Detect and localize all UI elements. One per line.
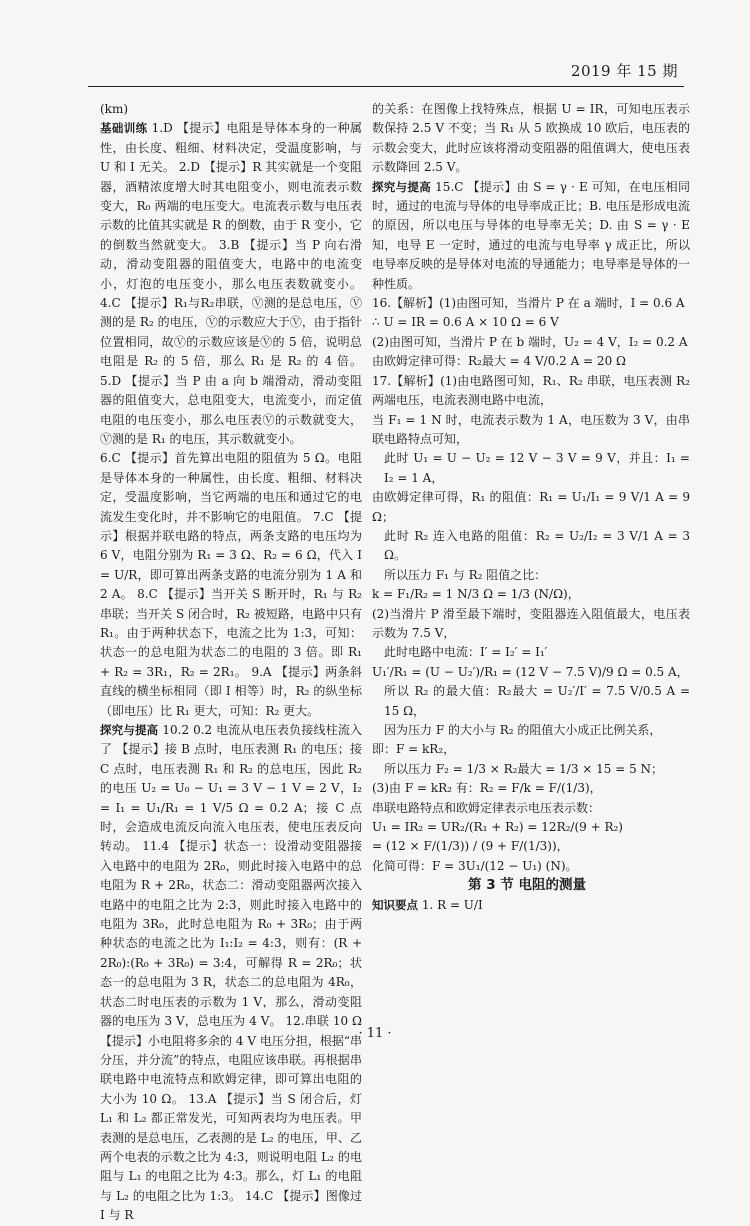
answer-paragraph bbox=[372, 837, 690, 856]
answer-paragraph: 因为压力 F 的大小与 R₂ 的阻值大小成正比例关系， bbox=[384, 723, 662, 737]
section-label: 探究与提高 bbox=[372, 179, 432, 194]
issue-header: 2019 年 15 期 bbox=[570, 62, 678, 80]
answer-paragraph bbox=[100, 100, 362, 119]
answer-paragraph: 所以压力 F₂ = 1/3 × R₂最大 = 1/3 × 15 = 5 N； bbox=[384, 761, 664, 776]
section-label: 探究与提高 bbox=[100, 723, 159, 737]
answer-paragraph bbox=[372, 411, 690, 450]
paragraph-text: (km) bbox=[100, 102, 129, 116]
answer-paragraph: 此时 R₂ 连入电路的阻值：R₂ = U₂/I₂ = 3 V/1 A = 3 Ω。 bbox=[384, 528, 690, 563]
paragraph-text: 1. R = U/I bbox=[421, 897, 483, 912]
answer-paragraph bbox=[372, 799, 690, 818]
page-number: · 11 · bbox=[358, 1026, 392, 1041]
answer-paragraph bbox=[372, 818, 690, 837]
left-column bbox=[100, 100, 363, 1223]
paragraph-text: 串联电路特点和欧姆定律表示电压表示数： bbox=[372, 800, 601, 815]
answer-paragraph bbox=[372, 294, 690, 313]
answer-paragraph bbox=[372, 100, 690, 178]
right-column bbox=[372, 100, 690, 987]
paragraph-text: 当 F₁ = 1 N 时，电流表示数为 1 A，电压数为 3 V，由串联电路特点可知， bbox=[372, 412, 690, 446]
paragraph-text: 即：F = kR₂， bbox=[372, 742, 456, 757]
section-heading: 第 3 节 电阻的测量 bbox=[468, 877, 586, 894]
paragraph-text: ∴ U = IR = 0.6 A × 10 Ω = 6 V bbox=[372, 315, 559, 330]
paragraph-text: 1.D 【提示】电阻是导体本身的一种属性，由长度、粗细、材料决定，受温度影响，与 U 和 I 无关。 2.D 【提示】R 其实就是一个变阻器，酒精浓度增大时其电阻变小，则电流表示数变大，R₀ 两端的电压变大。电流表示数与电压表示数的比值其实就是 R 的倒数，由于 R 变小，它的倒数当然就变大。 3.B 【提示】当 P 向右滑动，滑动变阻器的阻值变大，电路中的电流变小，灯泡的电压变小，那么电压表数就变小。 4.C 【提示】R₁与R₂串联，Ⓥ测的是总电压，Ⓥ测的是 R₂ 的电压，Ⓥ的示数应大于Ⓥ，由于指针位置相同，故Ⓥ的示数应该是Ⓥ的 5 倍，说明总电阻是 R₂ 的 5 倍，那么 R₁ 是 R₂ 的 4 倍。 5.D 【提示】当 P 由 a 向 b 端滑动，滑动变阻器的阻值变大，总电阻变大，电流变小，而定值电阻的电压变小，那么电压表Ⓥ的示数就变大，Ⓥ测的是 R₁ 的电压，其示数就变小。 bbox=[100, 121, 363, 446]
paragraph-text: U₁ = IR₂ = UR₂/(R₁ + R₂) = 12R₂/(9 + R₂) bbox=[372, 820, 623, 835]
paragraph-text: 由欧姆定律可得：R₂最大 = 4 V/0.2 A = 20 Ω bbox=[372, 354, 626, 369]
answer-paragraph bbox=[372, 488, 690, 527]
answer-paragraph bbox=[372, 333, 690, 352]
paragraph-text: (2)由图可知，当滑片 P 在 b 端时，U₂ = 4 V，I₂ = 0.2 A bbox=[372, 334, 688, 349]
paragraph-text: 15.C 【提示】由 S = γ · E 可知，在电压相同时，通过的电流与导体的电导率成正比；B. 电压是形成电流的原因，所以电压与导体的电导率无关；D. 由 S = γ · E 知，电导 E 一定时，通过的电流与电导率 γ 成正比，所以电导率反映的是导体对电流的导通能力；电导率是导体的一种性质。 bbox=[372, 179, 690, 291]
answer-paragraph bbox=[372, 605, 690, 644]
answer-paragraph bbox=[372, 896, 690, 915]
paragraph-text: 化简可得：F = 3U₁/(12 − U₁) (N)。 bbox=[372, 858, 578, 873]
section-label: 知识要点 bbox=[372, 897, 418, 912]
answer-paragraph bbox=[100, 119, 362, 449]
answer-paragraph: 所以 R₂ 的最大值：R₂最大 = U₂′/I′ = 7.5 V/0.5 A = 15 Ω， bbox=[384, 684, 690, 718]
answer-paragraph bbox=[100, 721, 362, 1226]
paragraph-text: 17.【解析】(1)由电路图可知，R₁、R₂ 串联，电压表测 R₂ 两端电压，电流表测电路中电流， bbox=[372, 373, 690, 408]
answer-paragraph bbox=[372, 857, 690, 876]
answer-paragraph: 此时 U₁ = U − U₂ = 12 V − 3 V = 9 V，并且：I₁ = I₂ = 1 A， bbox=[384, 451, 690, 485]
paragraph-text: (3)由 F = kR₂ 有：R₂ = F/k = F/(1/3)， bbox=[372, 781, 602, 796]
answer-paragraph: 所以压力 F₁ 与 R₂ 阻值之比： bbox=[384, 567, 547, 582]
paragraph-text: 6.C 【提示】首先算出电阻的阻值为 5 Ω。电阻是导体本身的一种属性，由长度、粗细、材料决定，受温度影响，当它两端的电压和通过它的电流发生变化时，并不影响它的电阻值。 7.C 【提示】根据并联电路的特点，两条支路的电压均为 6 V，电阻分别为 R₁ = 3 Ω、R₂ = 6 Ω，代入 I = U/R，即可算出两条支路的电流分别为 1 A 和 2 A。 8.C 【提示】当开关 S 断开时，R₁ 与 R₂ 串联；当开关 S 闭合时，R₂ 被短路，电路中只有 R₁。由于两种状态下，电流之比为 1:3，可知：状态一的总电阻为状态二的电阻的 3 倍。即 R₁ + R₂ = 3R₁，R₂ = 2R₁。 9.A 【提示】两条斜直线的横坐标相同（即 I 相等）时，R₂ 的纵坐标（即电压）比 R₁ 更大，可知：R₂ 更大。 bbox=[100, 451, 362, 718]
section-label: 基础训练 bbox=[100, 121, 148, 136]
watermark-hint bbox=[60, 800, 102, 819]
answer-paragraph bbox=[372, 178, 690, 294]
answer-paragraph bbox=[372, 585, 690, 604]
answer-paragraph bbox=[372, 663, 690, 682]
paragraph-text: 的关系：在图像上找特殊点，根据 U = IR，可知电压表示数保持 2.5 V 不变；当 R₁ 从 5 欧换成 10 欧后，电压表的示数会变大，此时应该将滑动变阻器的阻值调大，使电压表示数降回 2.5 V。 bbox=[372, 102, 690, 175]
paragraph-text: k = F₁/R₂ = 1 N/3 Ω = 1/3 (N/Ω)， bbox=[372, 587, 580, 602]
answer-paragraph: 此时电路中电流：I′ = I₂′ = I₁′ bbox=[384, 645, 548, 660]
answer-paragraph bbox=[372, 740, 690, 759]
paragraph-text: (2)当滑片 P 滑至最下端时，变阻器连入阻值最大，电压表示数为 7.5 V， bbox=[372, 606, 690, 640]
answer-paragraph bbox=[372, 352, 690, 371]
answer-paragraph bbox=[100, 449, 362, 721]
header-rule bbox=[88, 86, 684, 87]
paragraph-text: 16.【解析】(1)由图可知，当滑片 P 在 a 端时，I = 0.6 A bbox=[372, 296, 685, 311]
paragraph-text: U₁′/R₁ = (U − U₂′)/R₁ = (12 V − 7.5 V)/9 Ω = 0.5 A， bbox=[372, 664, 689, 679]
answer-paragraph bbox=[372, 779, 690, 798]
answer-paragraph bbox=[372, 372, 690, 411]
answer-paragraph bbox=[372, 313, 690, 332]
paragraph-text: 10.2 0.2 电流从电压表负接线柱流入了 【提示】接 B 点时，电压表测 R₁ 的电压；接 C 点时，电压表测 R₁ 和 R₂ 的总电压，因此 R₂ 的电压 U₂ = U₀ − U₁ = 3 V − 1 V = 2 V，I₂ = I₁ = U₁/R₁ = 1 V/5 Ω = 0.2 A；接 C 点时，会造成电流反向流入电压表，使电压表反向转动。 11.4 【提示】状态一：设滑动变阻器接入电路中的电阻为 2R₀，则此时接入电路中的总电阻为 R + 2R₀，状态二：滑动变阻器两次接入电路中的电阻之比为 2:3，则此时接入电路中的电阻为 3R₀，此时总电阻为 R₀ + 3R₀；由于两种状态的电流之比为 I₁:I₂ = 4:3，则有：(R + 2R₀):(R₀ + 3R₀) = 3:4，可解得 R = 2R₀；状态一的总电阻为 3 R，状态二的总电阻为 4R₀，状态二时电压表的示数为 1 V，那么，滑动变阻器的电压为 3 V，总电压为 4 V。 12.串联 10 Ω 【提示】小电阻将多余的 4 V 电压分担，根据“串分压，并分流”的特点，电阻应该串联。再根据串联电路中电流特点和欧姆定律，即可算出电阻的大小为 10 Ω。 13.A 【提示】当 S 闭合后，灯 L₁ 和 L₂ 都正常发光，可知两表均为电压表。甲表测的是总电压，乙表测的是 L₂ 的电压，甲、乙两个电表的示数之比为 4:3，则说明电阻 L₂ 的电阻与 L₁ 的电阻之比为 4:3。那么，灯 L₁ 的电阻与 L₂ 的电阻之比为 1:3。 14.C 【提示】图像过 I 与 R bbox=[100, 723, 363, 1223]
paragraph-text: 由欧姆定律可得，R₁ 的阻值：R₁ = U₁/I₁ = 9 V/1 A = 9 Ω； bbox=[372, 490, 690, 524]
paragraph-text: = (12 × F/(1/3)) / (9 + F/(1/3))， bbox=[372, 839, 569, 854]
